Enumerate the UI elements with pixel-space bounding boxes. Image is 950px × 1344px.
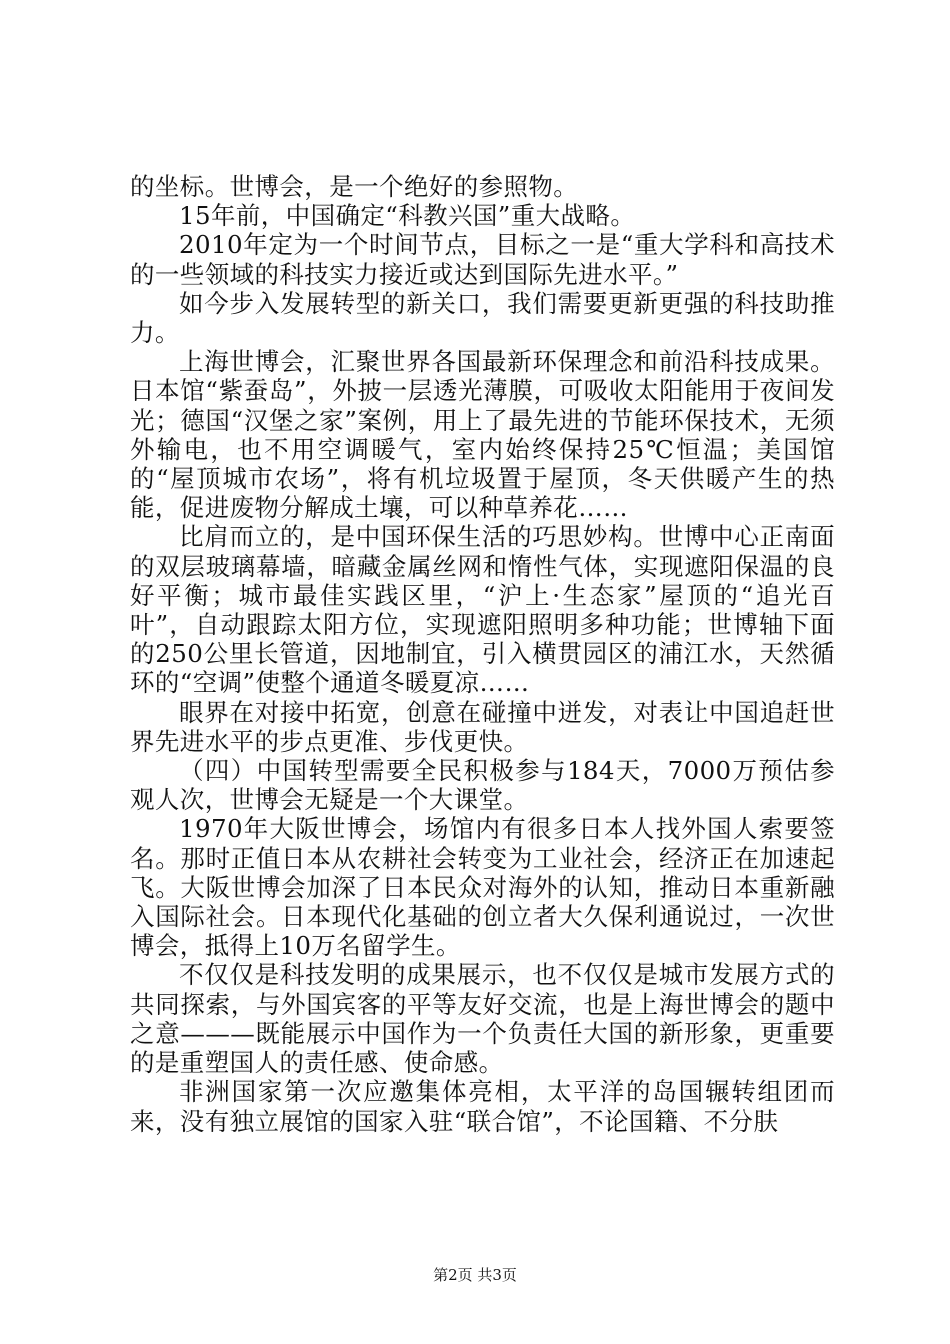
paragraph-11: 非洲国家第一次应邀集体亮相，太平洋的岛国辗转组团而来，没有独立展馆的国家入驻“联合馆”，不论国籍、不分肤 bbox=[130, 1077, 835, 1136]
page-footer: 第2页 共3页 bbox=[433, 1266, 517, 1284]
paragraph-3: 2010年定为一个时间节点，目标之一是“重大学科和高技术的一些领域的科技实力接近或达到国际先进水平。” bbox=[130, 230, 835, 289]
document-body bbox=[130, 172, 835, 1136]
paragraph-8: （四）中国转型需要全民积极参与184天，7000万预估参观人次，世博会无疑是一个大课堂。 bbox=[130, 756, 835, 815]
paragraph-4: 如今步入发展转型的新关口，我们需要更新更强的科技助推力。 bbox=[130, 288, 835, 348]
paragraph-7: 眼界在对接中拓宽，创意在碰撞中迸发，对表让中国追赶世界先进水平的步点更准、步伐更快。 bbox=[130, 697, 835, 756]
paragraph-9: 1970年大阪世博会，场馆内有很多日本人找外国人索要签名。那时正值日本从农耕社会转变为工业社会，经济正在加速起飞。大阪世博会加深了日本民众对海外的认知，推动日本重新融入国际社会。日本现代化基础的创立者大久保利通说过，一次世博会，抵得上10万名留学生。 bbox=[130, 814, 835, 961]
paragraph-5: 上海世博会，汇聚世界各国最新环保理念和前沿科技成果。日本馆“紫蚕岛”，外披一层透光薄膜，可吸收太阳能用于夜间发光；德国“汉堡之家”案例，用上了最先进的节能环保技术，无须外输电，也不用空调暖气，室内始终保持25℃恒温；美国馆的“屋顶城市农场”，将有机垃圾置于屋顶，冬天供暖产生的热能，促进废物分解成土壤，可以种草养花…… bbox=[130, 347, 835, 523]
paragraph-1: 的坐标。世博会，是一个绝好的参照物。 bbox=[130, 172, 579, 201]
paragraph-10: 不仅仅是科技发明的成果展示，也不仅仅是城市发展方式的共同探索，与外国宾客的平等友好交流，也是上海世博会的题中之意———既能展示中国作为一个负责任大国的新形象，更重要的是重塑国人的责任感、使命感。 bbox=[130, 960, 835, 1078]
paragraph-6: 比肩而立的，是中国环保生活的巧思妙构。世博中心正南面的双层玻璃幕墙，暗藏金属丝网和惰性气体，实现遮阳保温的良好平衡；城市最佳实践区里，“沪上·生态家”屋顶的“追光百叶”，自动跟踪太阳方位，实现遮阳照明多种功能；世博轴下面的250公里长管道，因地制宜，引入横贯园区的浦江水，天然循环的“空调”使整个通道冬暖夏凉…… bbox=[130, 522, 835, 698]
paragraph-2: 15年前，中国确定“科教兴国”重大战略。 bbox=[179, 201, 636, 231]
